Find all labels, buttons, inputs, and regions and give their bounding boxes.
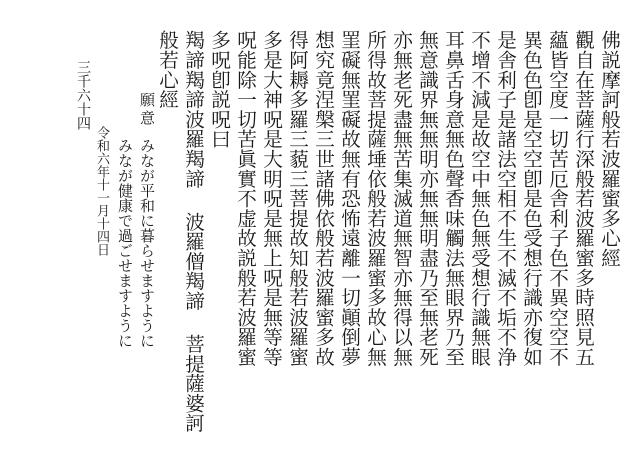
sutra-line: 是舎利子是諸法空相不生不滅不垢不浄	[493, 30, 517, 367]
sutra-line: 多呪卽説呪曰	[207, 30, 231, 149]
sutra-end-title: 般若心經	[155, 30, 179, 110]
vow-line-2: みなが健康で過ごせますように	[116, 138, 134, 348]
sutra-line: 異色色卽是空空卽是色受想行識亦復如	[519, 30, 543, 367]
vow-line-1: みなが平和に暮らせますように	[138, 138, 156, 348]
sutra-line-mantra: 羯諦羯諦波羅羯諦 波羅僧羯諦 菩提薩婆訶	[181, 30, 205, 433]
sutra-line: 蘊皆空度一切苦厄舎利子色不異空空不	[545, 30, 569, 367]
sutra-line: 不增不減是故空中無色無受想行識無眼	[467, 30, 491, 367]
sutra-line: 呪能除一切苦眞實不虚故説般若波羅蜜	[233, 30, 257, 367]
sutra-line: 亦無老死盡無苦集滅道無智亦無得以無	[389, 30, 413, 367]
sutra-line: 耳鼻舌身意無色聲香味觸法無眼界乃至	[441, 30, 465, 367]
sutra-line: 所得故菩提薩埵依般若波羅蜜多故心無	[363, 30, 387, 367]
sutra-line: 無意識界無無明亦無無明盡乃至無老死	[415, 30, 439, 367]
sutra-line: 罣礙無罣礙故無有恐怖遠離一切顚倒夢	[337, 30, 361, 367]
sutra-title: 佛説摩訶般若波羅蜜多心經	[597, 30, 621, 268]
vow-heading: 願意	[138, 92, 156, 128]
copy-count: 三千六十四	[75, 60, 91, 130]
sutra-line: 多是大神呪是大明呪是無上呪是無等等	[259, 30, 283, 367]
sutra-line: 觀自在菩薩行深般若波羅蜜多時照見五	[571, 30, 595, 367]
sutra-line: 得阿耨多羅三藐三菩提故知般若波羅蜜	[285, 30, 309, 367]
sutra-line: 想究竟涅槃三世諸佛依般若波羅蜜多故	[311, 30, 335, 367]
date: 令和六年十一月十四日	[94, 126, 109, 256]
